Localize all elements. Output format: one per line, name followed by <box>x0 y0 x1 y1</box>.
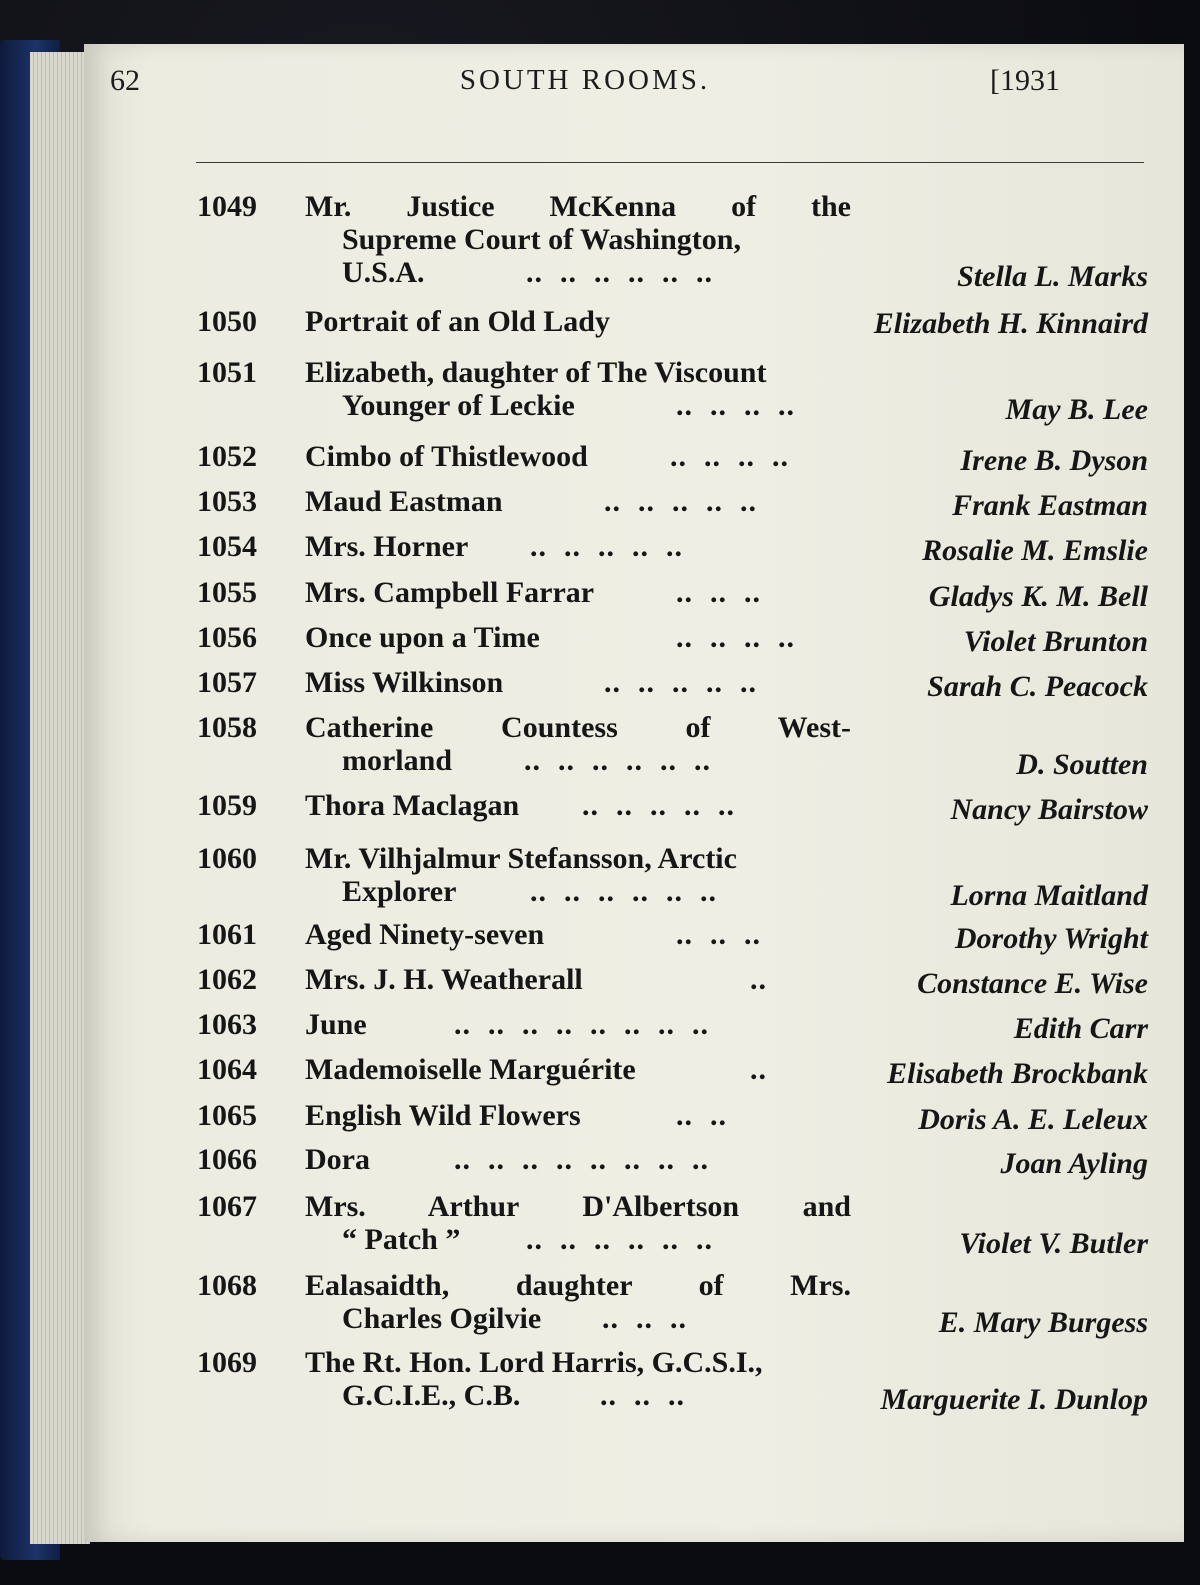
entry-artist: Elisabeth Brockbank <box>887 1057 1148 1090</box>
entry-title-line: Catherine Countess of West- <box>305 711 851 744</box>
entry-artist: Lorna Maitland <box>950 879 1148 912</box>
entry-title-line: Portrait of an Old Lady <box>305 305 610 338</box>
entry-artist: D. Soutten <box>1016 748 1148 781</box>
entry-number: 1059 <box>197 789 257 822</box>
leader-dots: .. .. .. .. .. <box>604 666 757 699</box>
entry-title-line: G.C.I.E., C.B. <box>342 1379 521 1412</box>
entry-title-line: Charles Ogilvie <box>342 1302 542 1335</box>
leader-dots: .. .. .. <box>602 1302 687 1335</box>
entry-number: 1061 <box>197 918 257 951</box>
entry-title-line: Mademoiselle Marguérite <box>305 1053 636 1086</box>
entry-artist: Rosalie M. Emslie <box>922 534 1148 567</box>
entry-title-line: The Rt. Hon. Lord Harris, G.C.S.I., <box>305 1346 763 1379</box>
entry-number: 1067 <box>197 1190 257 1223</box>
leader-dots: .. .. .. .. <box>670 440 789 473</box>
entry-number: 1055 <box>197 576 257 609</box>
leader-dots: .. .. .. .. .. .. <box>526 256 713 289</box>
leader-dots: .. <box>750 1053 767 1086</box>
entry-artist: May B. Lee <box>1005 393 1148 426</box>
page-number: 62 <box>110 64 140 97</box>
entry-number: 1052 <box>197 440 257 473</box>
year-label: [1931 <box>990 64 1060 97</box>
entry-title-line: Mr. Vilhjalmur Stefansson, Arctic <box>305 842 737 875</box>
entry-number: 1049 <box>197 190 257 223</box>
leader-dots: .. .. .. .. .. .. <box>530 875 717 908</box>
entry-title-line: Cimbo of Thistlewood <box>305 440 588 473</box>
entry-title-line: English Wild Flowers <box>305 1099 581 1132</box>
leader-dots: .. .. .. <box>676 918 761 951</box>
entry-number: 1056 <box>197 621 257 654</box>
entry-title-line: Thora Maclagan <box>305 789 520 822</box>
entry-title-line: Mrs. Campbell Farrar <box>305 576 595 609</box>
section-title: SOUTH ROOMS. <box>459 64 711 96</box>
entry-title-line: Once upon a Time <box>305 621 540 654</box>
entry-title-line: morland <box>342 744 453 777</box>
entry-title-line: Elizabeth, daughter of The Viscount <box>305 356 767 389</box>
entry-title-line: Mr. Justice McKenna of the <box>305 190 851 223</box>
entry-number: 1062 <box>197 963 257 996</box>
entry-artist: Violet Brunton <box>963 625 1148 658</box>
leader-dots: .. .. .. .. .. <box>582 789 735 822</box>
entry-number: 1057 <box>197 666 257 699</box>
entry-artist: Dorothy Wright <box>954 922 1148 955</box>
entry-title-line: Younger of Leckie <box>342 389 575 422</box>
entry-number: 1053 <box>197 485 257 518</box>
entry-title-line: Mrs. Arthur D'Albertson and <box>305 1190 851 1223</box>
entry-title-line: “ Patch ” <box>342 1223 461 1256</box>
entry-number: 1066 <box>197 1143 257 1176</box>
leader-dots: .. .. .. .. .. <box>530 530 683 563</box>
entry-title-line: Dora <box>305 1143 370 1176</box>
entry-number: 1069 <box>197 1346 257 1379</box>
entry-number: 1068 <box>197 1269 257 1302</box>
entry-number: 1050 <box>197 305 257 338</box>
entry-artist: Elizabeth H. Kinnaird <box>873 307 1148 340</box>
entry-artist: Irene B. Dyson <box>960 444 1148 477</box>
entry-artist: Marguerite I. Dunlop <box>880 1383 1148 1416</box>
entry-artist: Gladys K. M. Bell <box>928 580 1148 613</box>
entry-number: 1058 <box>197 711 257 744</box>
leader-dots: .. .. .. .. .. .. <box>524 744 711 777</box>
entry-title-line: Miss Wilkinson <box>305 666 504 699</box>
entry-title-line: June <box>305 1008 367 1041</box>
entry-number: 1054 <box>197 530 257 563</box>
entry-title-line: Explorer <box>342 875 457 908</box>
entry-number: 1064 <box>197 1053 257 1086</box>
leader-dots: .. .. .. .. .. .. .. .. <box>454 1143 709 1176</box>
leader-dots: .. .. .. .. .. <box>604 485 757 518</box>
entry-artist: Joan Ayling <box>1000 1147 1148 1180</box>
entry-number: 1051 <box>197 356 257 389</box>
leader-dots: .. .. .. .. <box>676 621 795 654</box>
leader-dots: .. .. .. .. .. .. <box>526 1223 713 1256</box>
entry-title-line: Ealasaidth, daughter of Mrs. <box>305 1269 851 1302</box>
leader-dots: .. .. .. .. <box>676 389 795 422</box>
entry-artist: Edith Carr <box>1013 1012 1148 1045</box>
leader-dots: .. .. .. <box>600 1379 685 1412</box>
entry-artist: Violet V. Butler <box>959 1227 1148 1260</box>
leader-dots: .. <box>750 963 767 996</box>
entry-artist: Stella L. Marks <box>957 260 1148 293</box>
entry-artist: Doris A. E. Leleux <box>918 1103 1148 1136</box>
entry-title-line: Supreme Court of Washington, <box>342 223 741 256</box>
entry-artist: E. Mary Burgess <box>938 1306 1148 1339</box>
entry-artist: Nancy Bairstow <box>950 793 1148 826</box>
entry-artist: Sarah C. Peacock <box>927 670 1148 703</box>
entry-number: 1065 <box>197 1099 257 1132</box>
entry-number: 1060 <box>197 842 257 875</box>
leader-dots: .. .. .. <box>676 576 761 609</box>
entry-number: 1063 <box>197 1008 257 1041</box>
entry-title-line: Mrs. Horner <box>305 530 469 563</box>
entry-title-line: U.S.A. <box>342 256 425 289</box>
entry-title-line: Aged Ninety-seven <box>305 918 545 951</box>
leader-dots: .. .. <box>676 1099 727 1132</box>
entry-artist: Frank Eastman <box>952 489 1148 522</box>
entry-title-line: Maud Eastman <box>305 485 503 518</box>
entry-artist: Constance E. Wise <box>917 967 1148 1000</box>
entry-title-line: Mrs. J. H. Weatherall <box>305 963 583 996</box>
leader-dots: .. .. .. .. .. .. .. .. <box>454 1008 709 1041</box>
